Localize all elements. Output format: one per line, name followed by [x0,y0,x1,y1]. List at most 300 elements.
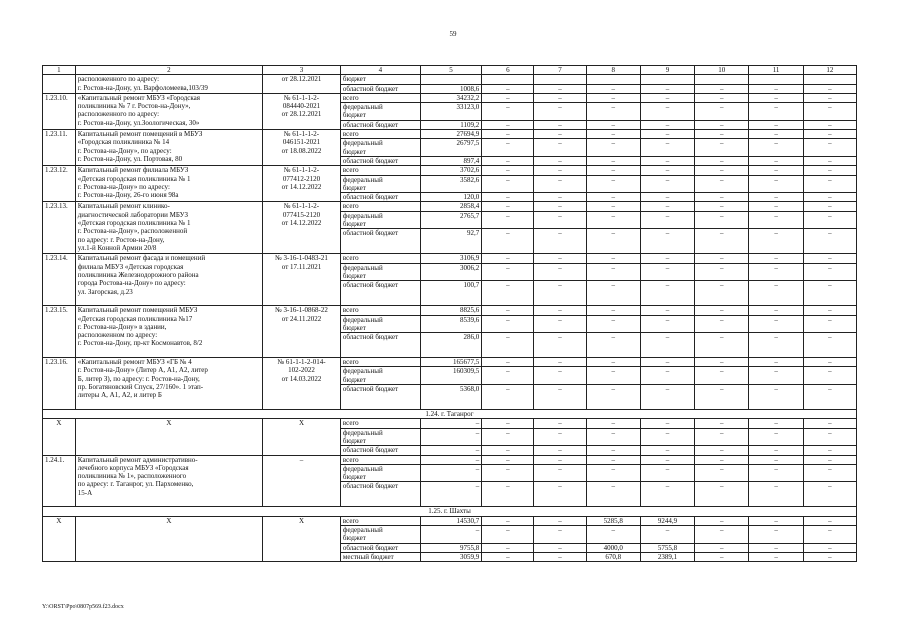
year-value: – [586,211,640,229]
total-value: 92,7 [420,229,481,254]
year-value: – [534,93,586,102]
year-value: – [749,428,803,446]
year-value: – [749,202,803,211]
year-value: – [482,175,534,193]
total-value [420,75,481,84]
year-value: – [749,211,803,229]
funding-source: всего [340,166,420,175]
year-value: – [534,166,586,175]
year-value: – [640,455,694,464]
year-value: – [586,254,640,263]
column-number: 6 [482,66,534,75]
total-value: 286,0 [420,333,481,358]
total-value: – [420,455,481,464]
year-value: – [749,464,803,482]
table-row [43,254,857,263]
funding-source: федеральный бюджет [340,103,420,121]
item-number [43,75,76,94]
year-value: – [586,455,640,464]
year-value: – [482,103,534,121]
year-value: – [482,543,534,552]
year-value: – [482,263,534,281]
column-number: 5 [420,66,481,75]
column-number: 12 [803,66,856,75]
year-value: – [640,385,694,410]
year-value: – [749,482,803,507]
year-value: – [586,281,640,306]
year-value: – [482,130,534,139]
funding-source: областной бюджет [340,84,420,93]
year-value: – [640,175,694,193]
year-value: – [482,254,534,263]
year-value: – [586,84,640,93]
year-value: – [640,120,694,129]
item-description: Капитальный ремонт помещений МБУЗ «Детская городская поликлиника №17 г. Ростова-на-Дону» в здании, расположенном по адресу: г. Ростов-на-Дону, пр-кт Космонавтов, 8/2 [75,306,262,358]
funding-source: всего [340,254,420,263]
item-number: 1.23.11. [43,130,76,166]
year-value: – [640,333,694,358]
year-value: – [749,281,803,306]
column-number: 1 [43,66,76,75]
year-value: – [482,139,534,157]
total-value: – [420,446,481,455]
item-document: № 61-1-1-2-014- 102-2022 от 14.03.2022 [263,358,341,410]
year-value: – [749,419,803,428]
year-value: – [482,281,534,306]
item-document: – [263,455,341,507]
year-value: – [803,358,856,367]
total-value: 9755,8 [420,543,481,552]
year-value: – [695,525,749,543]
year-value: – [803,103,856,121]
year-value: – [482,446,534,455]
total-value: 160309,5 [420,367,481,385]
year-value: – [749,552,803,561]
item-document: № 61-1-1-2- 084440-2021 от 28.12.2021 [263,93,341,129]
year-value: – [803,93,856,102]
item-description: Капитальный ремонт фасада и помещений филиала МБУЗ «Детская городская поликлиника Железнодорожного района города Ростова-на-Дону» по адресу: ул. Загорская, д.23 [75,254,262,306]
year-value: – [586,229,640,254]
total-value: 1008,6 [420,84,481,93]
total-value: 120,0 [420,193,481,202]
year-value: – [695,428,749,446]
year-value [482,75,534,84]
funding-source: всего [340,455,420,464]
year-value: – [803,166,856,175]
funding-source: всего [340,130,420,139]
year-value [803,75,856,84]
funding-source: областной бюджет [340,333,420,358]
total-value: 3059,9 [420,552,481,561]
year-value: – [803,552,856,561]
total-value: 3702,6 [420,166,481,175]
year-value: – [640,166,694,175]
table-row [43,202,857,211]
table-row [43,166,857,175]
funding-source: всего [340,358,420,367]
funding-source: бюджет [340,75,420,84]
year-value: – [695,464,749,482]
year-value: – [695,211,749,229]
year-value: – [803,446,856,455]
year-value: – [640,358,694,367]
year-value: – [803,419,856,428]
year-value: – [695,281,749,306]
year-value: – [640,281,694,306]
year-value: – [534,130,586,139]
year-value: – [482,166,534,175]
year-value: – [482,482,534,507]
year-value: – [803,130,856,139]
table-row [43,306,857,315]
year-value: – [695,516,749,525]
year-value: – [534,193,586,202]
item-number: X [43,516,76,561]
year-value: – [749,254,803,263]
year-value: – [803,281,856,306]
year-value: – [803,464,856,482]
year-value: – [695,543,749,552]
year-value: – [534,229,586,254]
year-value: – [640,525,694,543]
year-value: – [586,419,640,428]
funding-source: областной бюджет [340,193,420,202]
year-value: – [749,139,803,157]
year-value: – [482,358,534,367]
year-value: 5755,8 [640,543,694,552]
year-value: – [749,103,803,121]
year-value: – [640,193,694,202]
year-value: – [534,202,586,211]
table-row [43,358,857,367]
footer-file-path: Y:\ORST\Ppo\0807p569.f23.docx [42,604,124,610]
total-value: 2765,7 [420,211,481,229]
year-value: – [482,419,534,428]
item-number: 1.23.15. [43,306,76,358]
funding-source: всего [340,93,420,102]
year-value: – [695,333,749,358]
year-value: – [586,315,640,333]
year-value: – [695,358,749,367]
year-value: – [534,385,586,410]
item-number: 1.23.10. [43,93,76,129]
section-header-row [43,410,857,419]
year-value: – [803,333,856,358]
table-row [43,75,857,84]
year-value: – [586,103,640,121]
year-value: – [749,306,803,315]
year-value: – [695,166,749,175]
year-value: – [586,358,640,367]
page-number: 59 [449,30,457,38]
year-value: – [803,306,856,315]
year-value: – [695,130,749,139]
year-value: – [749,263,803,281]
year-value: – [640,428,694,446]
year-value: – [749,166,803,175]
year-value: – [803,202,856,211]
total-value: 27694,9 [420,130,481,139]
item-document: № 3-16-1-0868-22 от 24.11.2022 [263,306,341,358]
year-value: – [695,175,749,193]
year-value: – [695,306,749,315]
funding-source: областной бюджет [340,385,420,410]
year-value: – [695,446,749,455]
year-value: – [534,333,586,358]
section-title: 1.25. г. Шахты [43,507,857,516]
year-value: – [803,385,856,410]
table-row [43,130,857,139]
year-value: – [695,482,749,507]
table-body [43,66,857,562]
year-value: – [803,516,856,525]
funding-source: областной бюджет [340,543,420,552]
total-value: 33123,0 [420,103,481,121]
year-value: – [803,455,856,464]
table-row [43,516,857,525]
year-value: – [482,211,534,229]
total-value: 1109,2 [420,120,481,129]
year-value: – [640,84,694,93]
total-value: 897,4 [420,156,481,165]
funding-source: федеральный бюджет [340,428,420,446]
item-number: 1.23.13. [43,202,76,254]
year-value: – [803,175,856,193]
year-value: – [640,229,694,254]
total-value: – [420,482,481,507]
year-value: – [534,464,586,482]
year-value: – [695,455,749,464]
year-value: – [749,516,803,525]
year-value: – [534,482,586,507]
year-value: – [749,333,803,358]
total-value: – [420,428,481,446]
funding-source: федеральный бюджет [340,139,420,157]
funding-source: всего [340,419,420,428]
item-number: X [43,419,76,455]
year-value: – [534,263,586,281]
year-value: – [803,229,856,254]
year-value: – [534,455,586,464]
year-value: – [695,103,749,121]
year-value: – [803,211,856,229]
year-value: – [803,156,856,165]
item-number: 1.23.16. [43,358,76,410]
total-value: 3582,6 [420,175,481,193]
year-value: – [695,419,749,428]
year-value: – [586,130,640,139]
item-description: расположенного по адресу: г. Ростов-на-Дону, ул. Варфоломеева,103/39 [75,75,262,94]
year-value: – [534,84,586,93]
total-value: 2858,4 [420,202,481,211]
total-value: – [420,464,481,482]
year-value: – [803,315,856,333]
year-value: – [803,84,856,93]
year-value: – [640,367,694,385]
total-value: 26797,5 [420,139,481,157]
item-document: № 61-1-1-2- 077412-2120 от 14.12.2022 [263,166,341,202]
year-value: 4000,0 [586,543,640,552]
year-value: – [749,385,803,410]
year-value: – [640,482,694,507]
column-number-row [43,66,857,75]
year-value: – [695,385,749,410]
year-value: – [534,211,586,229]
column-number: 2 [75,66,262,75]
funding-source: федеральный бюджет [340,525,420,543]
year-value: – [695,552,749,561]
year-value: – [749,130,803,139]
year-value: – [640,263,694,281]
year-value: – [695,84,749,93]
section-title: 1.24. г. Таганрог [43,410,857,419]
column-number: 7 [534,66,586,75]
year-value [534,75,586,84]
year-value: – [640,130,694,139]
total-value: 5368,0 [420,385,481,410]
funding-source: федеральный бюджет [340,263,420,281]
year-value: – [749,156,803,165]
funding-source: местный бюджет [340,552,420,561]
year-value: – [534,367,586,385]
year-value: – [482,229,534,254]
year-value: – [534,315,586,333]
year-value: – [534,175,586,193]
year-value: – [640,315,694,333]
section-header-row [43,507,857,516]
total-value: 8825,6 [420,306,481,315]
year-value [695,75,749,84]
year-value: – [749,120,803,129]
year-value [749,75,803,84]
year-value: – [640,446,694,455]
year-value: – [695,254,749,263]
funding-source: федеральный бюджет [340,211,420,229]
item-document: № 3-16-1-0483-21 от 17.11.2021 [263,254,341,306]
total-value: 3006,2 [420,263,481,281]
year-value: – [803,543,856,552]
year-value: – [586,446,640,455]
year-value: – [749,229,803,254]
year-value: – [695,193,749,202]
year-value: – [482,385,534,410]
year-value: – [586,175,640,193]
year-value: – [695,156,749,165]
year-value: – [482,455,534,464]
item-description: «Капитальный ремонт МБУЗ «Городская поликлиника № 7 г. Ростов-на-Дону», расположенного по адресу: г. Ростов-на-Дону, ул.Зоологическая, 30» [75,93,262,129]
year-value: – [482,202,534,211]
column-number: 4 [340,66,420,75]
year-value: – [803,428,856,446]
year-value: – [695,229,749,254]
year-value: 9244,9 [640,516,694,525]
funding-source: областной бюджет [340,281,420,306]
year-value: – [482,315,534,333]
year-value: – [482,120,534,129]
column-number: 9 [640,66,694,75]
column-number: 3 [263,66,341,75]
year-value: – [749,525,803,543]
item-description: Капитальный ремонт филиала МБУЗ «Детская городская поликлиника № 1 г. Ростова-на-Дону» по адресу: г. Ростов-на-Дону, 26-го июня 98а [75,166,262,202]
year-value: – [695,263,749,281]
year-value: – [482,552,534,561]
year-value: – [695,93,749,102]
funding-source: всего [340,306,420,315]
year-value: – [586,525,640,543]
item-description: X [75,516,262,561]
year-value: – [482,516,534,525]
year-value: – [482,428,534,446]
year-value: 670,8 [586,552,640,561]
funding-source: областной бюджет [340,156,420,165]
year-value: – [586,385,640,410]
item-document: X [263,516,341,561]
year-value: – [534,516,586,525]
year-value: – [640,202,694,211]
year-value: – [749,193,803,202]
year-value: – [482,306,534,315]
year-value: – [534,428,586,446]
year-value: – [534,139,586,157]
item-description: Капитальный ремонт помещений в МБУЗ «Городская поликлиника № 14 г. Ростова-на-Дону», по адресу: г. Ростов-на-Дону, ул. Портовая, 80 [75,130,262,166]
year-value: – [749,84,803,93]
year-value: – [586,93,640,102]
year-value: – [640,103,694,121]
year-value: – [749,315,803,333]
year-value: – [803,254,856,263]
year-value [586,75,640,84]
year-value: – [695,367,749,385]
total-value: – [420,525,481,543]
year-value [640,75,694,84]
total-value: 14530,7 [420,516,481,525]
funding-source: областной бюджет [340,120,420,129]
year-value: – [640,93,694,102]
year-value: – [482,84,534,93]
year-value: – [586,306,640,315]
year-value: – [586,156,640,165]
year-value: – [586,202,640,211]
year-value: – [534,254,586,263]
year-value: – [482,156,534,165]
year-value: – [749,543,803,552]
item-document: X [263,419,341,455]
year-value: – [534,281,586,306]
year-value: – [534,525,586,543]
year-value: – [482,464,534,482]
year-value: – [586,428,640,446]
item-description: Капитальный ремонт административно- лечебного корпуса МБУЗ «Городская поликлиника № 1», расположенного по адресу: г. Таганрог, ул. Пархоменко, 15-А [75,455,262,507]
year-value: – [640,306,694,315]
column-number: 10 [695,66,749,75]
year-value: – [586,367,640,385]
year-value: – [482,525,534,543]
year-value: – [482,193,534,202]
year-value: – [586,333,640,358]
table-row [43,455,857,464]
year-value: – [749,93,803,102]
item-document: № 61-1-1-2- 077415-2120 от 14.12.2022 [263,202,341,254]
year-value: – [640,139,694,157]
year-value: – [586,193,640,202]
year-value: – [534,103,586,121]
year-value: – [803,525,856,543]
column-number: 11 [749,66,803,75]
funding-source: федеральный бюджет [340,464,420,482]
item-number: 1.24.1. [43,455,76,507]
year-value: 5285,8 [586,516,640,525]
item-description: X [75,419,262,455]
